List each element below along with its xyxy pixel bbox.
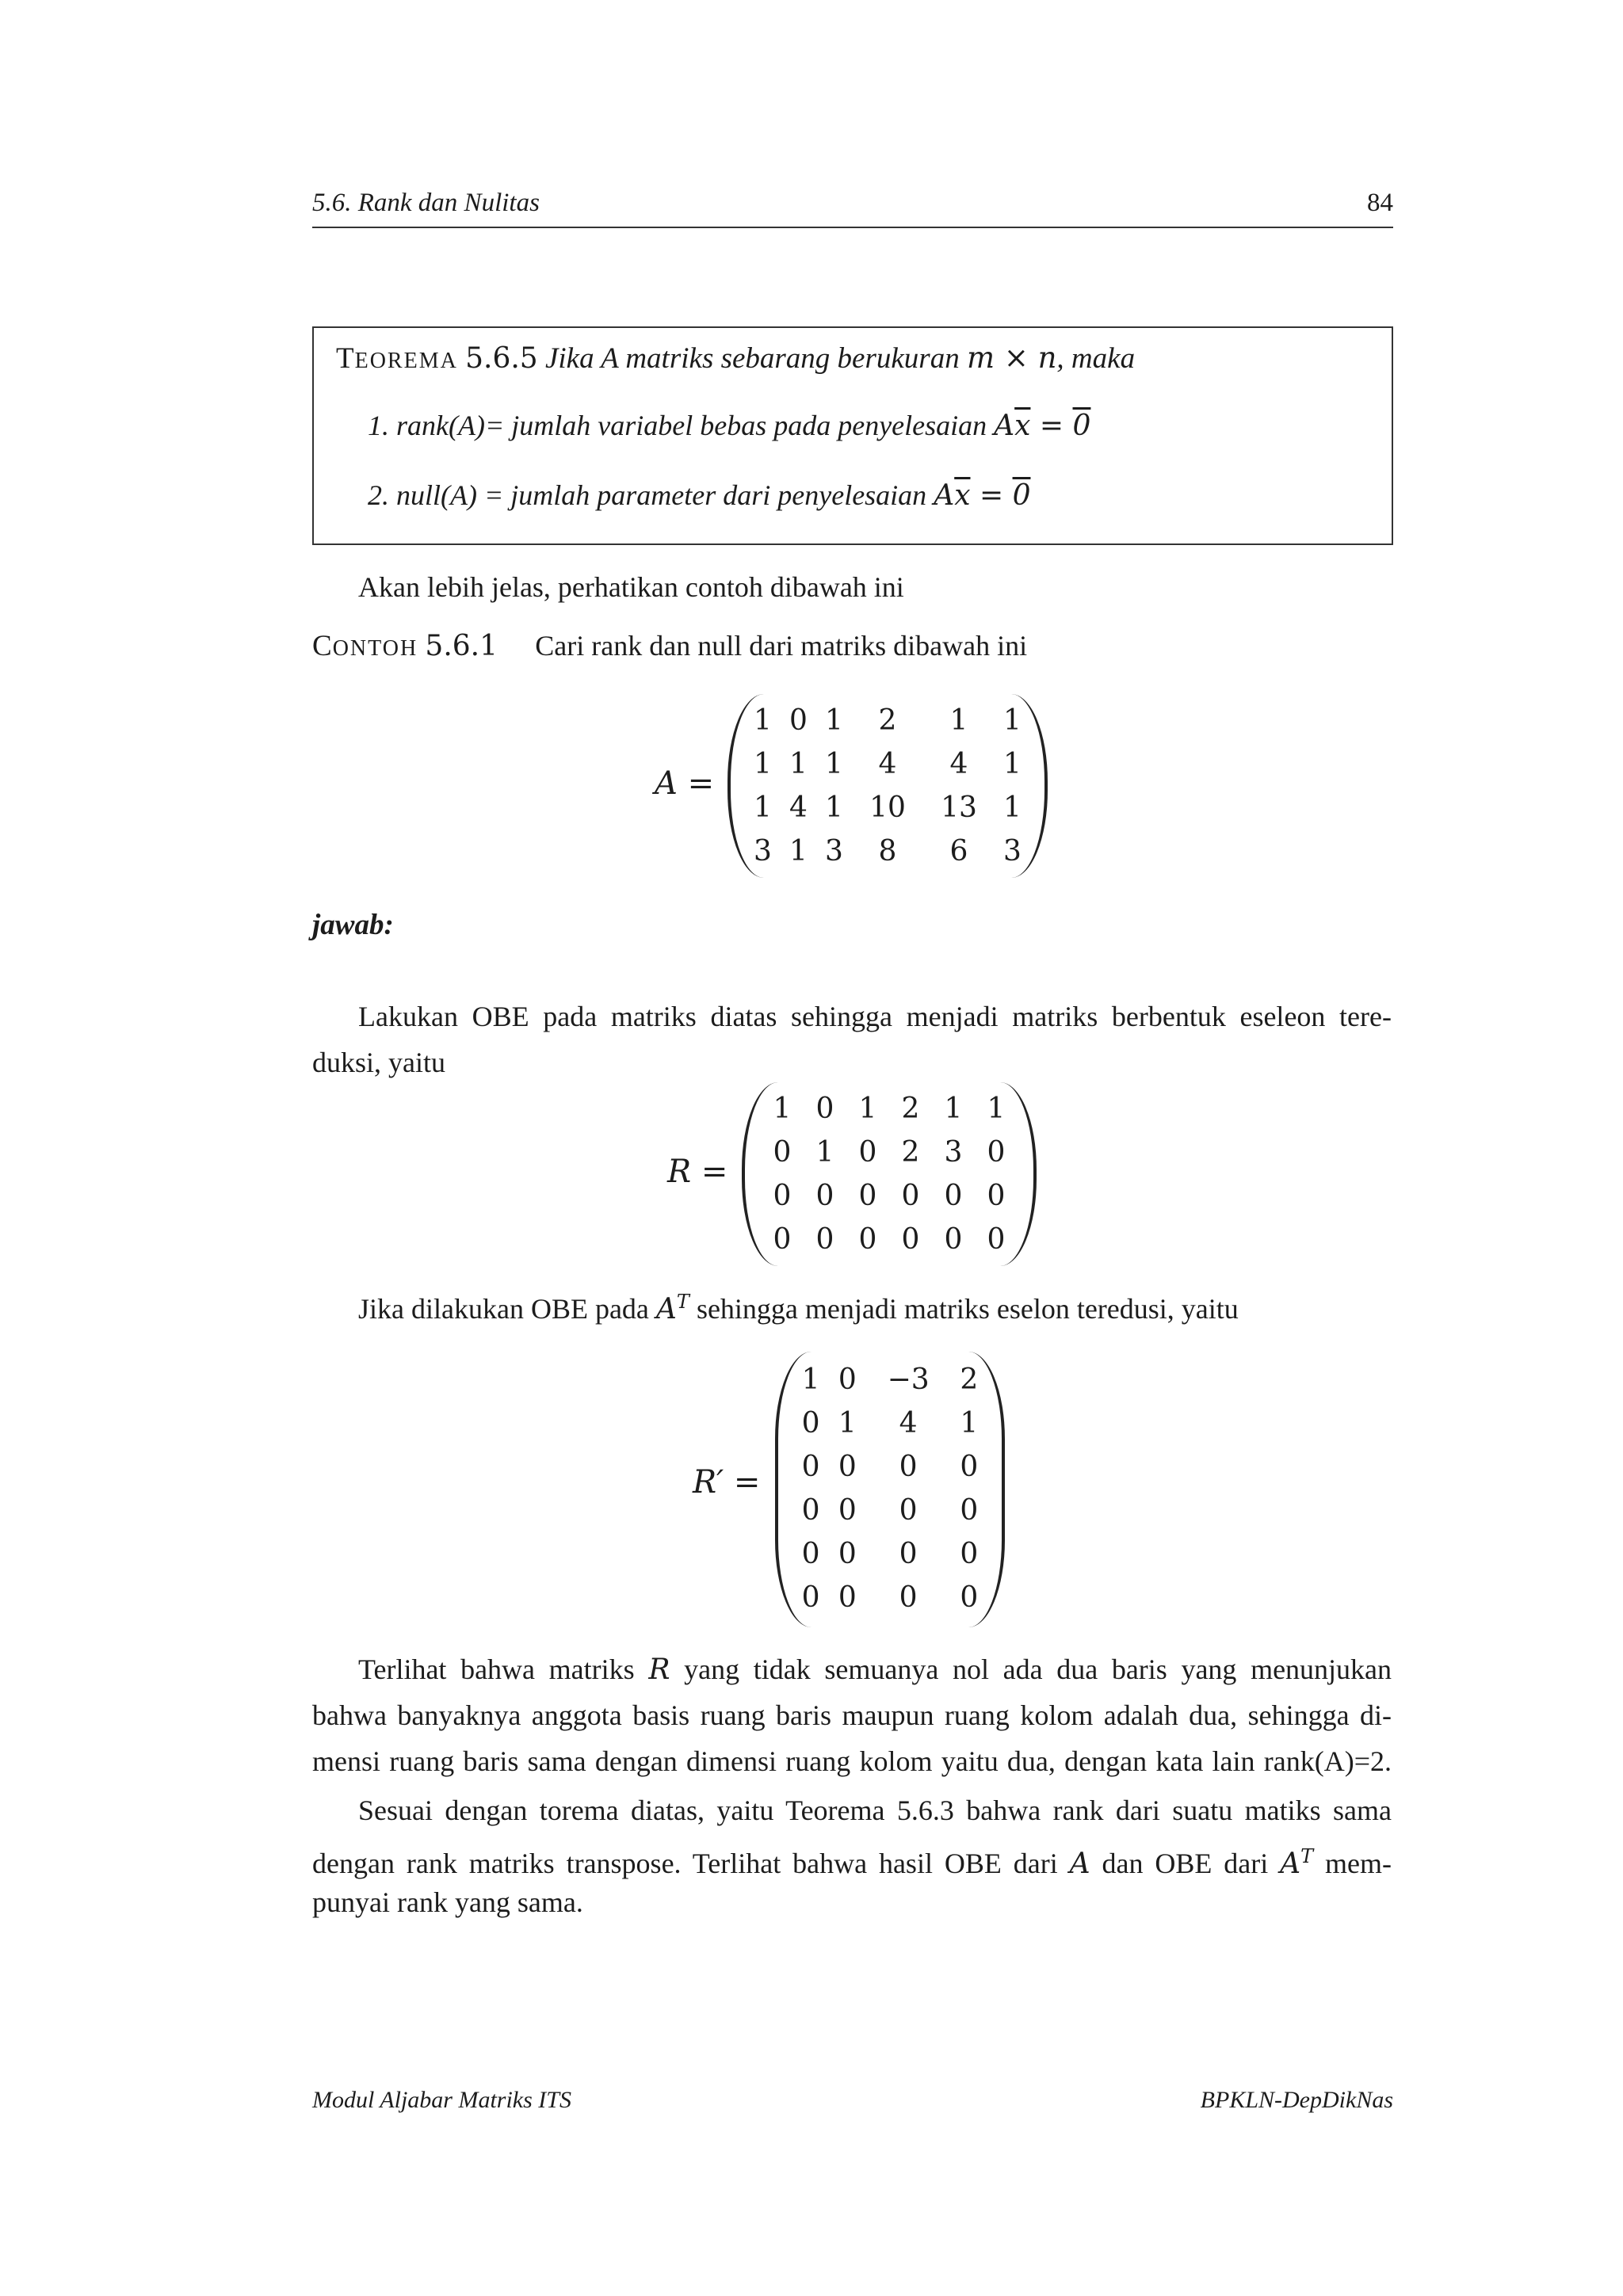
theorem-intro-end: , maka [1056, 342, 1136, 375]
matrix-r-cell: 0 [773, 1223, 792, 1256]
theorem-heading [336, 341, 1135, 376]
obe-paragraph-line-2: duksi, yaitu [312, 1047, 445, 1078]
matrix-a-cell: 1 [1003, 704, 1022, 737]
matrix-r-prime-cell: 0 [899, 1494, 918, 1527]
footer-left: Modul Aljabar Matriks ITS [312, 2087, 571, 2113]
matrix-a-row [745, 786, 1030, 830]
matrix-a-cell: 1 [1003, 791, 1022, 824]
matrix-r-cell: 0 [944, 1180, 963, 1212]
intro-paragraph: Akan lebih jelas, perhatikan contoh dibawah ini [358, 571, 904, 603]
matrix-r-row [761, 1087, 1018, 1131]
matrix-a-cell: 1 [1003, 748, 1022, 780]
matrix-r-cell: 0 [944, 1223, 963, 1256]
matrix-r-row [761, 1174, 1018, 1218]
matrix-a-cell: 13 [941, 791, 977, 824]
running-header-title: 5.6. Rank dan Nulitas [312, 189, 540, 217]
matrix-r-prime-cell: 0 [899, 1451, 918, 1483]
theorem-label-rest: EOREMA [354, 349, 458, 373]
matrix-r-prime-cell: 0 [899, 1581, 918, 1614]
matrix-r-row [761, 1131, 1018, 1174]
example-text: Cari rank dan null dari matriks dibawah ini [535, 630, 1028, 662]
example-label-rest: ONTOH [332, 636, 418, 661]
matrix-r-cell: 0 [858, 1136, 877, 1169]
matrix-a-cell: 10 [869, 791, 906, 824]
matrix-r-prime-cell: 0 [960, 1494, 979, 1527]
symbol-a: A [1069, 1848, 1090, 1880]
final-line-2: dengan rank matriks transpose. Terlihat bahwa hasil OBE dari A dan OBE dari $A^T$ mem- [312, 1845, 1392, 1880]
conclusion-line-3: mensi ruang baris sama dengan dimensi ruang kolom yaitu dua, dengan kata lain rank(A)=2. [312, 1745, 1392, 1777]
matrix-a-cell: 1 [825, 704, 843, 737]
matrix-a-cell: 8 [878, 835, 897, 868]
matrix-a-cell: 1 [789, 748, 808, 780]
matrix-r-prime-cell: 2 [960, 1363, 979, 1396]
matrix-a-cell: 6 [949, 835, 968, 868]
matrix-r-cell: 0 [773, 1136, 792, 1169]
matrix-r-prime-cell: 4 [899, 1407, 918, 1440]
matrix-r-prime-cell: 1 [801, 1363, 820, 1396]
matrix-r-prime-row [792, 1576, 987, 1619]
conclusion-line-1: Terlihat bahwa matriks R yang tidak semuanya nol ada dua baris yang menunjukan [358, 1653, 1392, 1686]
theorem-intro: Jika A matriks sebarang berukuran [544, 342, 960, 375]
matrix-r-cell: 2 [901, 1093, 920, 1125]
matrix-a-cell: 1 [789, 835, 808, 868]
matrix-r-cell: 0 [901, 1180, 920, 1212]
matrix-a-cell: 1 [754, 704, 772, 737]
matrix-r-label: R = [667, 1154, 728, 1190]
matrix-r-prime-cell: 0 [801, 1451, 820, 1483]
matrix-a-cell: 4 [789, 791, 808, 824]
matrix-r-cell: 0 [987, 1180, 1006, 1212]
theorem-item-2-equation: $A\overline{x} = 0$ [934, 479, 1031, 512]
matrix-r-prime-row [792, 1532, 987, 1576]
example-heading [312, 629, 1027, 663]
matrix-r-prime-cell: 1 [960, 1407, 979, 1440]
header-divider [312, 227, 1393, 228]
footer-right: BPKLN-DepDikNas [1200, 2087, 1393, 2113]
matrix-r-cell: 0 [858, 1223, 877, 1256]
matrix-r-prime-row [792, 1402, 987, 1445]
matrix-r-prime-cell: 0 [899, 1538, 918, 1570]
matrix-r-cell: 0 [815, 1180, 834, 1212]
matrix-a-row [745, 742, 1030, 786]
matrix-r-prime-cell: 0 [960, 1581, 979, 1614]
matrix-r-cell: 3 [944, 1136, 963, 1169]
obe-paragraph-line-1: Lakukan OBE pada matriks diatas sehingga menjadi matriks berbentuk eseleon tere- [358, 1001, 1392, 1032]
answer-label: jawab: [312, 909, 394, 941]
matrix-r-cell: 0 [815, 1093, 834, 1125]
matrix-r-prime-cell: 0 [838, 1451, 857, 1483]
theorem-label-initial: T [336, 342, 355, 375]
transpose-sentence [358, 1279, 1239, 1333]
theorem-item-1-equation: $A\overline{x} = 0$ [994, 410, 1091, 442]
final-line-3: punyai rank yang sama. [312, 1886, 583, 1918]
transpose-matrix-symbol: $A^T$ [655, 1291, 689, 1325]
final-line-1: Sesuai dengan torema diatas, yaitu Teorema 5.6.3 bahwa rank dari suatu matiks sama [358, 1794, 1392, 1826]
matrix-r-cell: 0 [858, 1180, 877, 1212]
matrix-r-prime-cell: 0 [801, 1407, 820, 1440]
matrix-a-cell: 4 [949, 748, 968, 780]
matrix-r-prime-row [792, 1489, 987, 1532]
theorem-number: 5.6.5 [465, 342, 538, 375]
matrix-r-cell: 0 [815, 1223, 834, 1256]
matrix-a-cell: 3 [825, 835, 843, 868]
theorem-item-1-text: 1. rank(A)= jumlah variabel bebas pada penyelesaian [368, 410, 987, 441]
matrix-r-cell: 1 [944, 1093, 963, 1125]
matrix-a-cell: 2 [878, 704, 897, 737]
symbol-a-transpose: $A^T$ [1280, 1845, 1314, 1880]
theorem-item-2-text: 2. null(A) = jumlah parameter dari penyelesaian [368, 479, 927, 511]
matrix-r-prime-row [792, 1445, 987, 1489]
matrix-a-cell: 1 [949, 704, 968, 737]
matrix-r-cell: 0 [987, 1223, 1006, 1256]
matrix-r-prime-cell: 0 [838, 1363, 857, 1396]
matrix-r-cell: 1 [773, 1093, 792, 1125]
matrix-r-cell: 0 [773, 1180, 792, 1212]
matrix-r-prime-cell: 0 [838, 1538, 857, 1570]
matrix-a-cell: 3 [754, 835, 772, 868]
matrix-r-prime-cell: 0 [838, 1581, 857, 1614]
matrix-a-cell: 1 [754, 791, 772, 824]
matrix-a-row [745, 699, 1030, 742]
matrix-r-cell: 2 [901, 1136, 920, 1169]
page-number: 84 [1367, 189, 1393, 217]
theorem-box [312, 326, 1393, 545]
matrix-r-prime-cell: 0 [801, 1538, 820, 1570]
matrix-a-cell: 0 [789, 704, 808, 737]
transpose-text-start: Jika dilakukan OBE pada [358, 1293, 649, 1325]
matrix-r-cell: 1 [858, 1093, 877, 1125]
matrix-r-prime-cell: 0 [801, 1581, 820, 1614]
theorem-dimension: m × n [966, 341, 1057, 375]
matrix-r-prime-label: R′ = [693, 1464, 761, 1501]
matrix-r-prime-row [792, 1358, 987, 1402]
conclusion-line-2: bahwa banyaknya anggota basis ruang baris maupun ruang kolom adalah dua, sehingga di- [312, 1699, 1392, 1731]
matrix-a-cell: 1 [825, 791, 843, 824]
matrix-a-row [745, 830, 1030, 873]
matrix-r-prime-cell: 0 [801, 1494, 820, 1527]
matrix-r-cell: 0 [987, 1136, 1006, 1169]
matrix-r-prime-cell: 1 [838, 1407, 857, 1440]
matrix-r [742, 1082, 1037, 1266]
example-label-initial: C [312, 630, 333, 662]
matrix-a-cell: 3 [1003, 835, 1022, 868]
matrix-r-prime-cell: 0 [960, 1451, 979, 1483]
matrix-a [727, 694, 1048, 878]
matrix-a-label: A = [655, 765, 715, 802]
matrix-a-cell: 4 [878, 748, 897, 780]
example-number: 5.6.1 [425, 630, 498, 662]
matrix-r-cell: 1 [815, 1136, 834, 1169]
matrix-r-prime-cell: 0 [960, 1538, 979, 1570]
theorem-item-1 [368, 409, 1090, 442]
matrix-r-prime [775, 1352, 1005, 1627]
theorem-item-2 [368, 479, 1030, 512]
matrix-r-prime-cell: 0 [838, 1494, 857, 1527]
matrix-r-cell: 1 [987, 1093, 1006, 1125]
symbol-r: R [648, 1653, 670, 1686]
matrix-r-cell: 0 [901, 1223, 920, 1256]
matrix-r-row [761, 1218, 1018, 1261]
matrix-a-cell: 1 [825, 748, 843, 780]
matrix-a-cell: 1 [754, 748, 772, 780]
transpose-text-end: sehingga menjadi matriks eselon teredusi, yaitu [696, 1293, 1239, 1325]
matrix-r-prime-cell: −3 [887, 1363, 930, 1396]
